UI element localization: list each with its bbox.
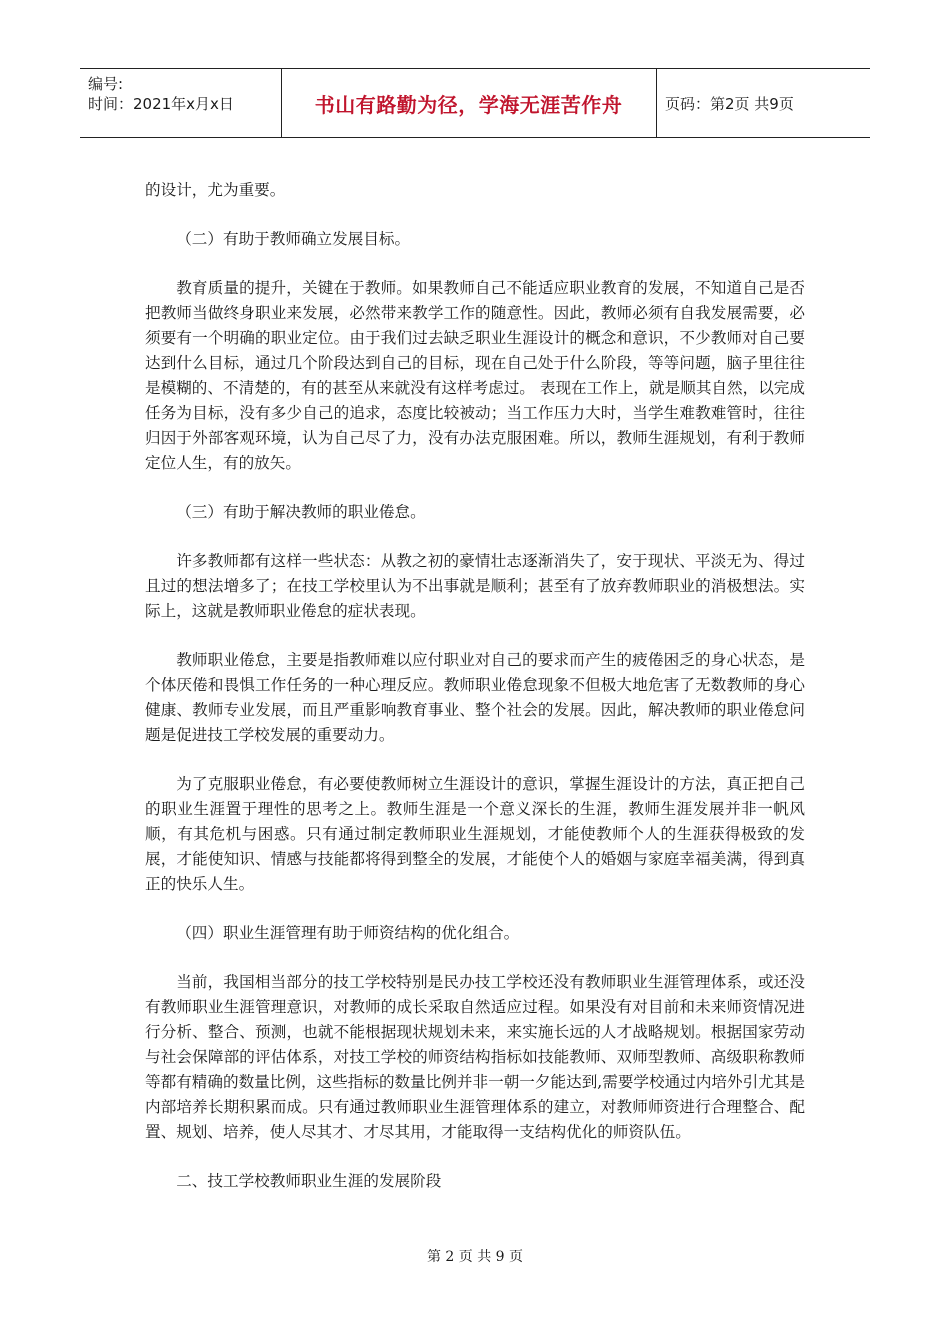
paragraph: 教育质量的提升，关键在于教师。如果教师自己不能适应职业教育的发展，不知道自己是否把教师当做终身职业来发展，必然带来教学工作的随意性。因此，教师必须有自我发展需要，必须要有一个明确的职业定位。由于我们过去缺乏职业生涯设计的概念和意识，不少教师对自己要达到什么目标，通过几个阶段达到自己的目标，现在自己处于什么阶段，等等问题，脑子里往往是模糊的、不清楚的，有的甚至从来就没有这样考虑过。 表现在工作上，就是顺其自然，以完成任务为目标，没有多少自己的追求，态度比较被动；当工作压力大时，当学生难教难管时，往往归因于外部客观环境，认为自己尽了力，没有办法克服困难。所以，教师生涯规划，有利于教师定位人生，有的放矢。 [145,279,805,472]
date-label: 时间：2021年x月x日 [88,95,234,113]
paragraph: 教师职业倦怠，主要是指教师难以应付职业对自己的要求而产生的疲倦困乏的身心状态，是个体厌倦和畏惧工作任务的一种心理反应。教师职业倦怠现象不但极大地危害了无数教师的身心健康、教师专业发展，而且严重影响教育事业、整个社会的发展。因此，解决教师的职业倦怠问题是促进技工学校发展的重要动力。 [145,651,805,744]
header-motto: 书山有路勤为径，学海无涯苦作舟 [314,92,623,117]
section-heading: （三）有助于解决教师的职业倦怠。 [176,503,426,521]
paragraph: 当前，我国相当部分的技工学校特别是民办技工学校还没有教师职业生涯管理体系，或还没有教师职业生涯管理意识，对教师的成长采取自然适应过程。如果没有对目前和未来师资情况进行分析、整合、预测，也就不能根据现状规划未来，来实施长远的人才战略规划。根据国家劳动与社会保障部的评估体系，对技工学校的师资结构指标如技能教师、双师型教师、高级职称教师等都有精确的数量比例，这些指标的数量比例并非一朝一夕能达到,需要学校通过内培外引尤其是内部培养长期积累而成。只有通过教师职业生涯管理体系的建立，对教师师资进行合理整合、配置、规划、培养，使人尽其才、才尽其用，才能取得一支结构优化的师资队伍。 [145,973,805,1141]
page-footer: 第 2 页 共 9 页 [426,1249,524,1265]
section-heading: （四）职业生涯管理有助于师资结构的优化组合。 [176,924,520,942]
section-heading: 二、技工学校教师职业生涯的发展阶段 [176,1172,442,1190]
section-heading: （二）有助于教师确立发展目标。 [176,230,411,248]
paragraph: 许多教师都有这样一些状态：从教之初的豪情壮志逐渐消失了，安于现状、平淡无为、得过且过的想法增多了；在技工学校里认为不出事就是顺利；甚至有了放弃教师职业的消极想法。实际上，这就是教师职业倦怠的症状表现。 [145,552,805,620]
document-header [80,68,870,138]
header-meta [80,69,281,137]
paragraph: 为了克服职业倦怠，有必要使教师树立生涯设计的意识，掌握生涯设计的方法，真正把自己的职业生涯置于理性的思考之上。教师生涯是一个意义深长的生涯，教师生涯发展并非一帆风顺，有其危机与困惑。只有通过制定教师职业生涯规划，才能使教师个人的生涯获得极致的发展，才能使知识、情感与技能都将得到整全的发展，才能使个人的婚姻与家庭幸福美满，得到真正的快乐人生。 [145,775,805,893]
document-body [145,178,805,1218]
number-label: 编号: [88,75,124,93]
paragraph: 的设计，尤为重要。 [145,181,286,199]
header-page-info: 页码：第2页 共9页 [665,94,794,113]
